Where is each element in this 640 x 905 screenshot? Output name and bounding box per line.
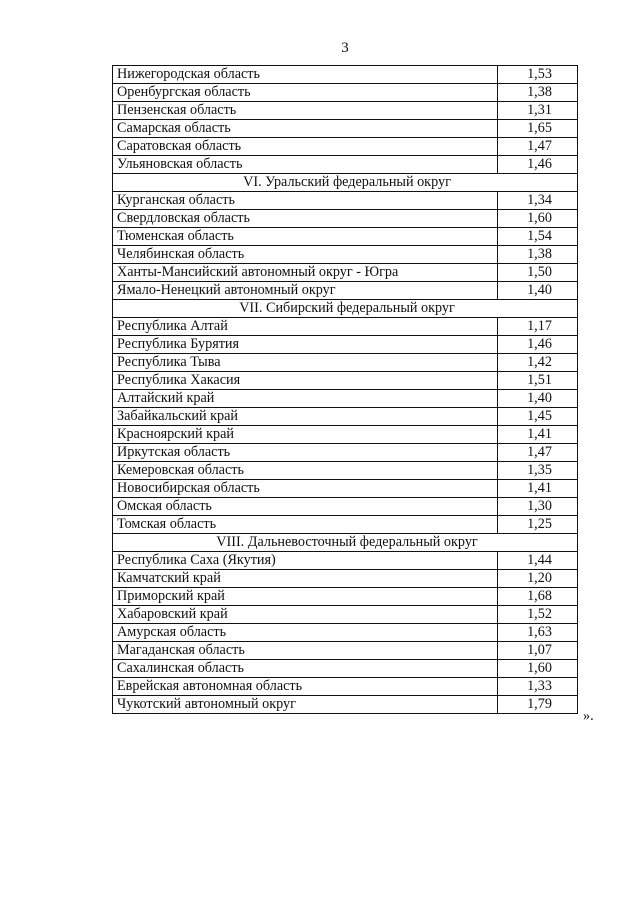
coefficient-value: 1,47	[498, 444, 578, 462]
section-header-row	[113, 534, 578, 552]
table-row	[113, 624, 578, 642]
region-name: Оренбургская область	[113, 84, 498, 102]
table-row	[113, 228, 578, 246]
section-title: VIII. Дальневосточный федеральный округ	[113, 534, 578, 552]
table-row	[113, 120, 578, 138]
table-row	[113, 678, 578, 696]
table-row	[113, 210, 578, 228]
table-row	[113, 660, 578, 678]
table-body	[113, 66, 578, 714]
table-row	[113, 336, 578, 354]
coefficient-value: 1,20	[498, 570, 578, 588]
table-row	[113, 516, 578, 534]
region-name: Новосибирская область	[113, 480, 498, 498]
table-row	[113, 642, 578, 660]
table-row	[113, 552, 578, 570]
region-name: Республика Алтай	[113, 318, 498, 336]
coefficient-value: 1,46	[498, 156, 578, 174]
coefficient-value: 1,40	[498, 390, 578, 408]
table-row	[113, 102, 578, 120]
region-name: Чукотский автономный округ	[113, 696, 498, 714]
coefficient-value: 1,07	[498, 642, 578, 660]
closing-quote-mark: ».	[583, 708, 594, 724]
table-row	[113, 192, 578, 210]
page-number: 3	[341, 40, 349, 56]
coefficient-value: 1,44	[498, 552, 578, 570]
region-name: Алтайский край	[113, 390, 498, 408]
coefficient-value: 1,41	[498, 426, 578, 444]
coefficient-value: 1,47	[498, 138, 578, 156]
coefficient-value: 1,53	[498, 66, 578, 84]
coefficient-value: 1,38	[498, 84, 578, 102]
section-title: VII. Сибирский федеральный округ	[113, 300, 578, 318]
region-name: Республика Хакасия	[113, 372, 498, 390]
region-name: Нижегородская область	[113, 66, 498, 84]
region-name: Челябинская область	[113, 246, 498, 264]
region-name: Хабаровский край	[113, 606, 498, 624]
table-row	[113, 588, 578, 606]
coefficient-value: 1,30	[498, 498, 578, 516]
coefficient-value: 1,60	[498, 210, 578, 228]
table-row	[113, 84, 578, 102]
region-name: Тюменская область	[113, 228, 498, 246]
coefficient-value: 1,35	[498, 462, 578, 480]
region-name: Сахалинская область	[113, 660, 498, 678]
table-row	[113, 66, 578, 84]
region-name: Камчатский край	[113, 570, 498, 588]
coefficient-value: 1,63	[498, 624, 578, 642]
table-row	[113, 354, 578, 372]
coefficient-value: 1,45	[498, 408, 578, 426]
region-name: Томская область	[113, 516, 498, 534]
coefficient-value: 1,46	[498, 336, 578, 354]
table-row	[113, 426, 578, 444]
table-row	[113, 408, 578, 426]
table-row	[113, 156, 578, 174]
table-row	[113, 138, 578, 156]
region-name: Иркутская область	[113, 444, 498, 462]
region-name: Самарская область	[113, 120, 498, 138]
coefficient-value: 1,38	[498, 246, 578, 264]
region-name: Курганская область	[113, 192, 498, 210]
coefficient-value: 1,79	[498, 696, 578, 714]
table-row	[113, 606, 578, 624]
coefficient-value: 1,17	[498, 318, 578, 336]
coefficient-value: 1,41	[498, 480, 578, 498]
regions-coefficient-table	[112, 65, 578, 714]
region-name: Забайкальский край	[113, 408, 498, 426]
region-name: Омская область	[113, 498, 498, 516]
coefficient-value: 1,42	[498, 354, 578, 372]
table-row	[113, 372, 578, 390]
coefficient-value: 1,65	[498, 120, 578, 138]
region-name: Еврейская автономная область	[113, 678, 498, 696]
region-name: Приморский край	[113, 588, 498, 606]
coefficient-value: 1,68	[498, 588, 578, 606]
table-row	[113, 264, 578, 282]
table-row	[113, 570, 578, 588]
table-row	[113, 498, 578, 516]
region-name: Республика Саха (Якутия)	[113, 552, 498, 570]
table-row	[113, 480, 578, 498]
coefficient-value: 1,51	[498, 372, 578, 390]
coefficient-value: 1,50	[498, 264, 578, 282]
coefficient-value: 1,60	[498, 660, 578, 678]
region-name: Ульяновская область	[113, 156, 498, 174]
section-title: VI. Уральский федеральный округ	[113, 174, 578, 192]
table-row	[113, 444, 578, 462]
coefficient-value: 1,52	[498, 606, 578, 624]
table-row	[113, 318, 578, 336]
coefficient-value: 1,40	[498, 282, 578, 300]
coefficient-value: 1,25	[498, 516, 578, 534]
region-name: Республика Тыва	[113, 354, 498, 372]
region-name: Саратовская область	[113, 138, 498, 156]
table-row	[113, 282, 578, 300]
region-name: Республика Бурятия	[113, 336, 498, 354]
coefficient-value: 1,34	[498, 192, 578, 210]
table-row	[113, 390, 578, 408]
section-header-row	[113, 174, 578, 192]
region-name: Ямало-Ненецкий автономный округ	[113, 282, 498, 300]
coefficient-value: 1,54	[498, 228, 578, 246]
region-name: Ханты-Мансийский автономный округ - Югра	[113, 264, 498, 282]
region-name: Пензенская область	[113, 102, 498, 120]
table-row	[113, 696, 578, 714]
section-header-row	[113, 300, 578, 318]
table-row	[113, 462, 578, 480]
coefficient-value: 1,33	[498, 678, 578, 696]
region-name: Кемеровская область	[113, 462, 498, 480]
region-name: Амурская область	[113, 624, 498, 642]
region-name: Красноярский край	[113, 426, 498, 444]
region-name: Свердловская область	[113, 210, 498, 228]
table-row	[113, 246, 578, 264]
region-name: Магаданская область	[113, 642, 498, 660]
coefficient-value: 1,31	[498, 102, 578, 120]
